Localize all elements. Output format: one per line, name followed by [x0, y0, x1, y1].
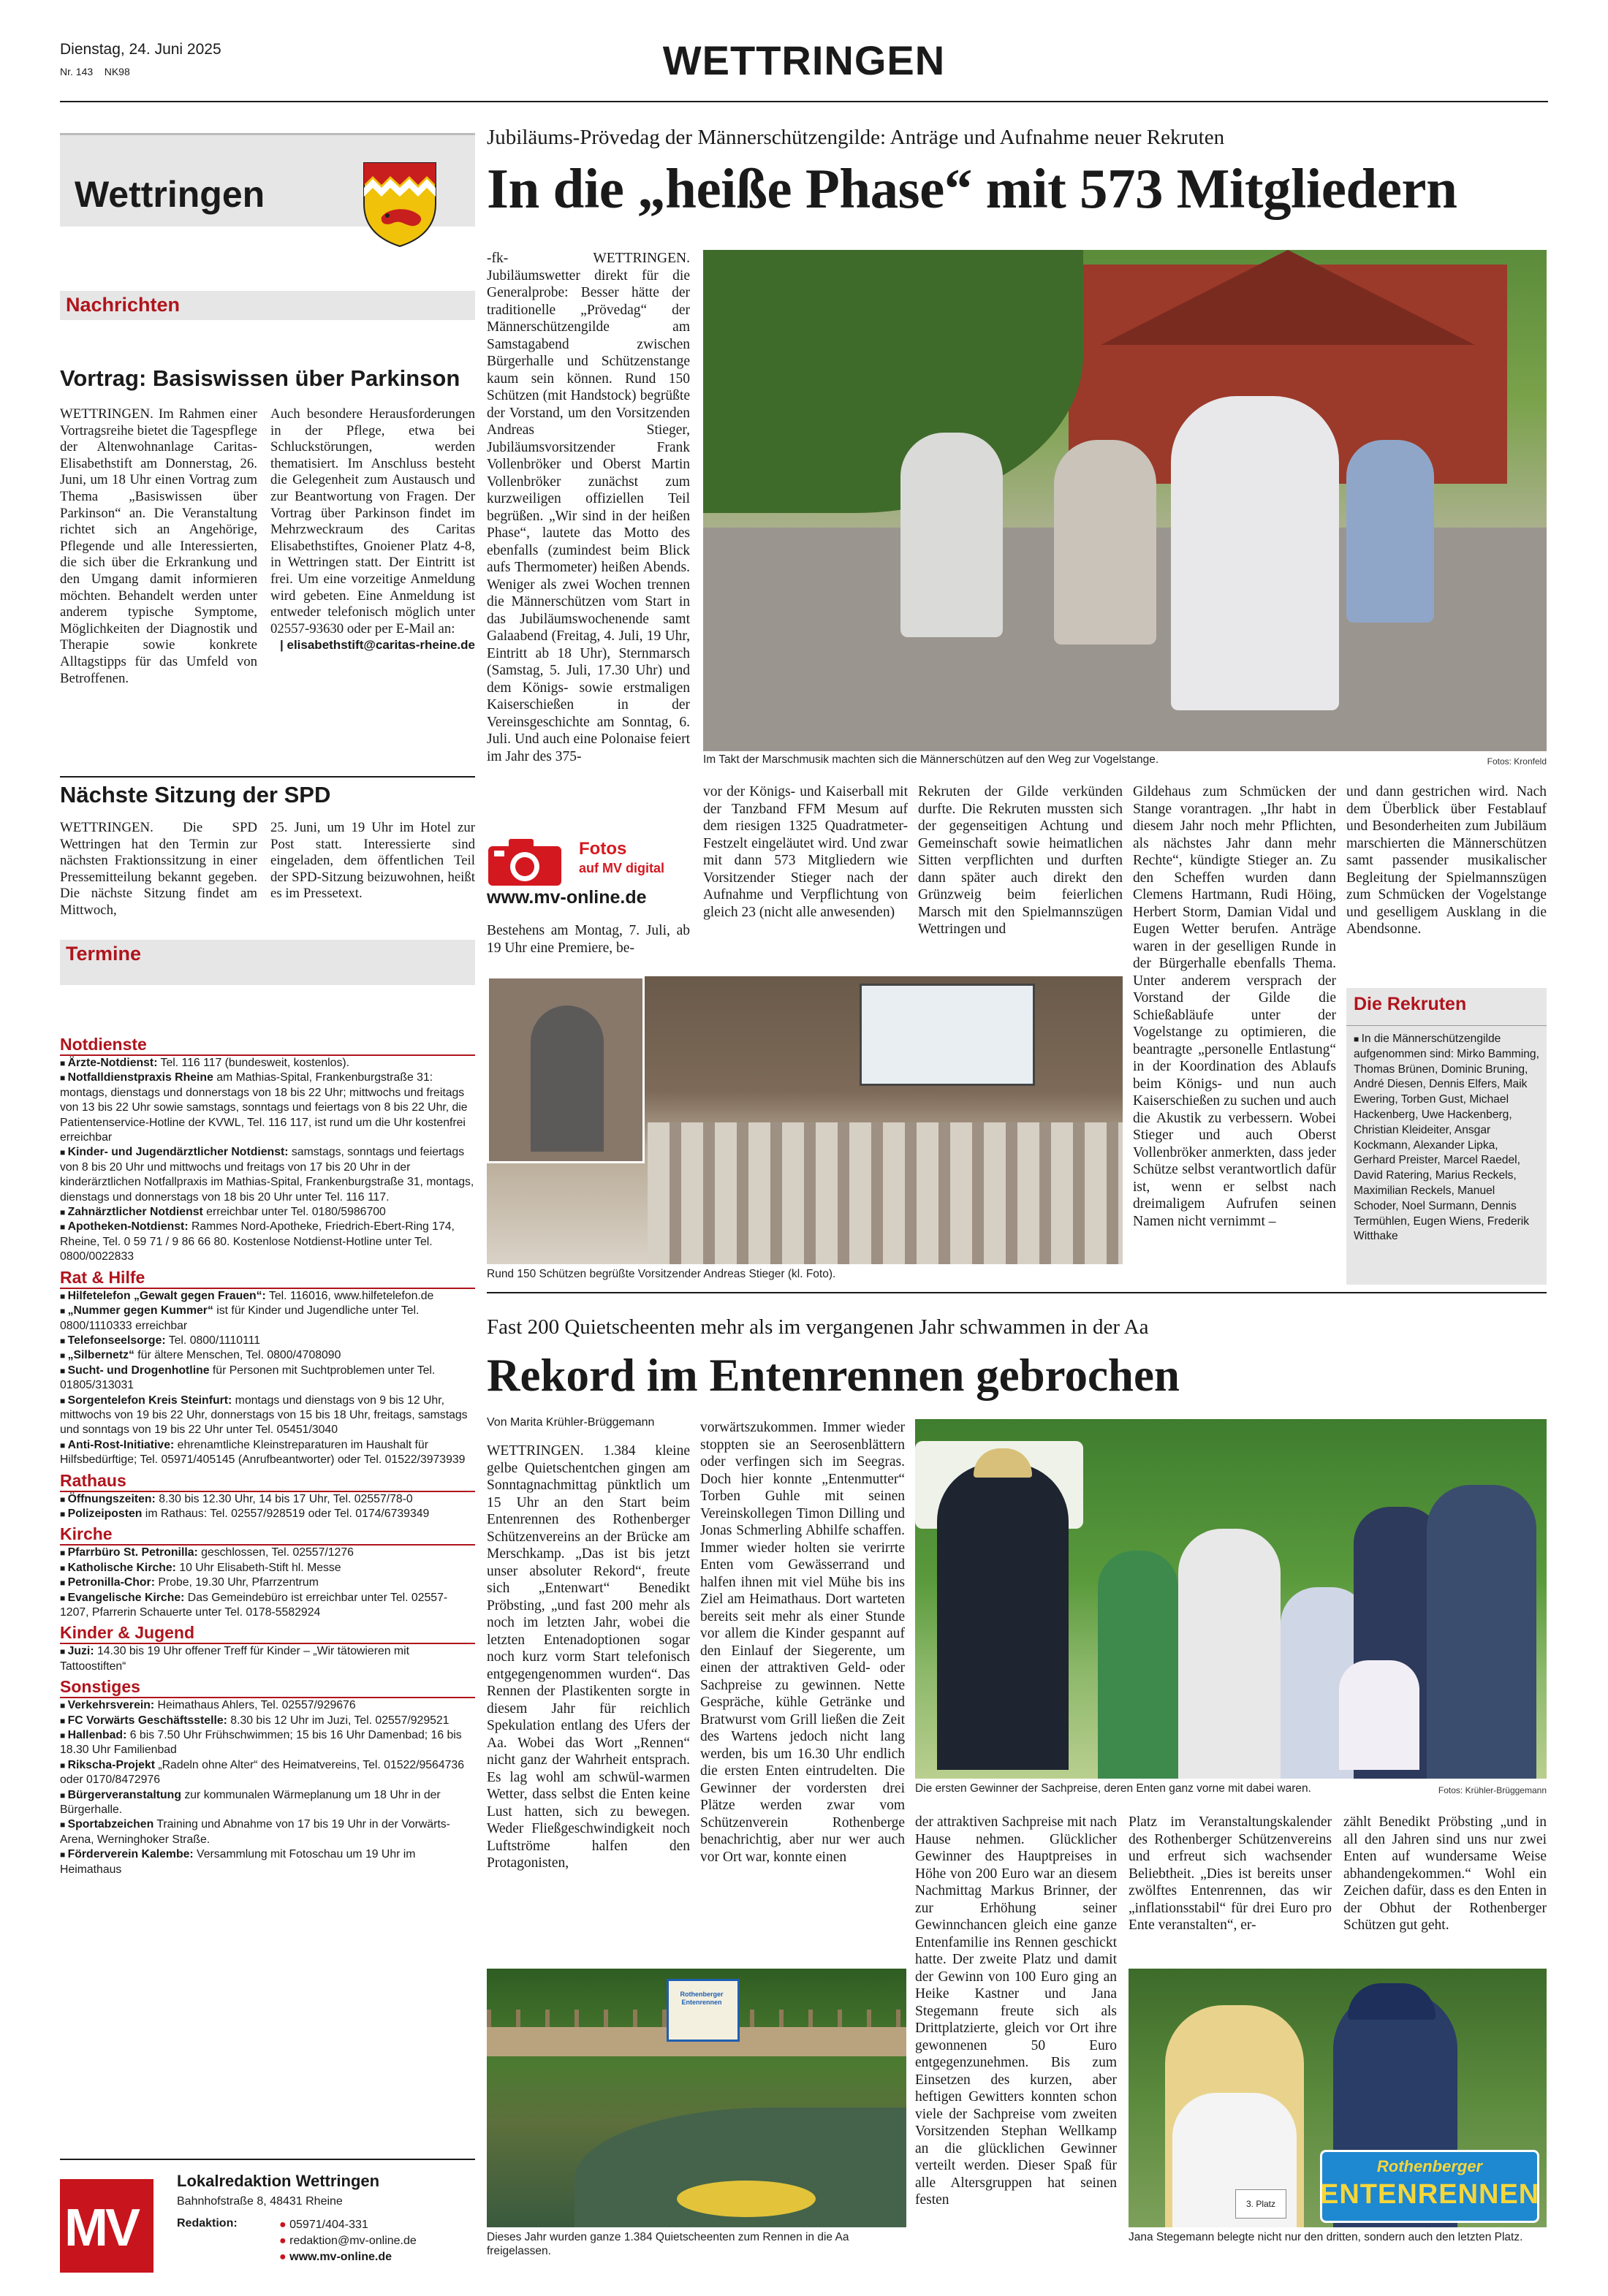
- article2-col2: vorwärtszukommen. Immer wieder stoppten sie an Seerosenblättern oder verfingen sich im Seegras. Doch hier konnte „Entenmutter“ Torben Guhle mit seinen Vereinskollegen Timon Dilling und Jonas Schmerling Abhilfe schaffen. Immer wieder holten sie verirrte Enten vom Gewässerrand und halfen ihnen mit viel Mühe bis ins Ziel am Heimathaus. Dort warteten bereits seit mehr als einer Stunde vor allem die Kinder gespannt auf den Einlauf der Siegerente, um einen der attraktiven Geld- oder Sachpreise zu gewinnen. Nette Gespräche, kühle Getränke und Bratwurst vom Grill ließen die Zeit des Wartens jedoch nicht lang werden, bis um 16.30 Uhr endlich die ersten Enten eintrudelten. Die Gewinner der vordersten drei Plätze werden zwar vom Schützenverein Rothenberge benachrichtig, aber nur wer auch vor Ort war, konnte einen: [700, 1420, 905, 1865]
- article2-col1: WETTRINGEN. 1.384 kleine gelbe Quietschentchen gingen am Sonntagnachmittag pünktlich um 15 Uhr an den Start beim Entenrennen des Rothenberger Schützenvereins an der Brücke am Merschkamp. „Das ist bis jetzt unser absoluter Rekord“, freute sich „Entenwart“ Benedikt Pröbsting, „und fast 200 mehr als noch im letzten Jahr, wobei die letzten Entenadoptionen sogar noch kurz vorm Start telefonisch entgegengenommen wurden“. Das Rennen der Plastikenten sorgte in diesem Jahr für reichlich Spekulation entlang des Ufers der Aa. Wobei das Wort „Rennen“ nicht ganz der Wahrheit entsprach. Es lag wohl am schwül-warmen Wetter, dass selbst die Enten keine Lust hatten, sich zu bewegen. Weder Fließgeschwindigkeit noch Luftströme halfen den Protagonisten,: [487, 1443, 690, 1871]
- termine-section: [60, 940, 475, 985]
- footer-email[interactable]: ● redaktion@mv-online.de: [279, 2235, 417, 2247]
- article2-byline: Von Marita Krühler-Brüggemann: [487, 1416, 655, 1429]
- service-heading: Sonstiges: [60, 1677, 475, 1698]
- service-heading: Notdienste: [60, 1035, 475, 1056]
- service-item: [60, 1056, 475, 1071]
- news1-title: Vortrag: Basiswissen über Parkinson: [60, 365, 460, 391]
- article2-photo1-caption: Die ersten Gewinner der Sachpreise, deren Enten ganz vorne mit dabei waren.: [915, 1782, 1311, 1795]
- mv-logo: [60, 2179, 153, 2273]
- service-item: [60, 1788, 475, 1818]
- footer-rule: [60, 2159, 475, 2160]
- service-item-label: Öffnungszeiten:: [67, 1492, 156, 1505]
- service-item-label: Juzi:: [67, 1645, 94, 1658]
- service-item: [60, 1304, 475, 1334]
- rekruten-box: [1346, 988, 1547, 1285]
- news-section: [60, 291, 475, 320]
- town-header: [60, 133, 475, 227]
- news1-email: | elisabethstift@caritas-rheine.de: [280, 638, 475, 653]
- service-item-label: Sorgentelefon Kreis Steinfurt:: [67, 1394, 232, 1407]
- service-item: [60, 1145, 475, 1205]
- service-item: [60, 1507, 475, 1521]
- article2-photo-winners-caption: [915, 1782, 1547, 1795]
- footer-address: Bahnhofstraße 8, 48431 Rheine: [177, 2195, 343, 2208]
- service-item: [60, 1071, 475, 1145]
- river-banner-text: Rothenberger Entenrennen: [680, 1991, 724, 2006]
- service-item-label: Petronilla-Chor:: [67, 1576, 155, 1589]
- service-item-label: Pfarrbüro St. Petronilla:: [67, 1546, 198, 1559]
- edition-code: NK98: [104, 66, 130, 77]
- service-item: [60, 1561, 475, 1575]
- promo-title: Fotos: [579, 839, 627, 859]
- service-item-text: Tel. 116016, www.hilfetelefon.de: [265, 1289, 434, 1302]
- article1-col4: Gildehaus zum Schmücken der Stange vorantragen. „Ihr habt in diesem Jahr noch mehr Pflichten, als nächstes Jahr dann mehr Rechte“, kündigte Stieger an. Zu den Scheffen wurden dann Clemens Hartmann, Rudi Höing, Herbert Storm, Damian Vidal und Eugen Wetter berufen. Anträge waren in der geselligen Runde in der Bürgerhalle ebenfalls Thema. Unter anderem versprach der Vorstand der Gilde die Schießabläufe unter der Vogelstange zu optimieren, die beantragte „personelle Entlastung“ in der Koordination des Ablaufs beim Königs- und nun auch Kaiserschießen zu suchen und auch die Akustik zu verbessern. Wobei Stieger und auch Oberst Vollenbröker anmerkten, dass jeder Schütze selbst verantwortlich dafür ist, wenn er selbst nach dreimaligem Aufrufen seinen Namen nicht vernimmt –: [1133, 784, 1336, 1229]
- article2-kicker: Fast 200 Quietscheenten mehr als im vergangenen Jahr schwammen in der Aa: [487, 1315, 1149, 1339]
- service-item-text: im Rathaus: Tel. 02557/928519 oder Tel. 0174/6739349: [142, 1507, 430, 1520]
- service-item: [60, 1698, 475, 1713]
- service-heading: Kinder & Jugend: [60, 1623, 475, 1644]
- service-item-text: Das Gemeindebüro ist erreichbar unter Tel. 02557-1207, Pfarrerin Schauerte unter Tel. 0178-5582924: [60, 1591, 448, 1619]
- section-title: WETTRINGEN: [662, 37, 946, 83]
- footer-email-text[interactable]: redaktion@mv-online.de: [289, 2235, 417, 2247]
- sidebar: [60, 133, 475, 2274]
- service-item-text: Probe, 19.30 Uhr, Pfarrzentrum: [154, 1576, 319, 1589]
- article1-photo-hall: [487, 976, 1123, 1264]
- service-item: [60, 1492, 475, 1507]
- service-item: [60, 1546, 475, 1560]
- rekruten-title: Die Rekruten: [1354, 994, 1467, 1014]
- service-item-text: ist für Kinder und Jugendliche unter Tel. 0800/1110333 erreichbar: [60, 1304, 420, 1332]
- service-item-label: Sportabzeichen: [67, 1818, 154, 1831]
- duck-race-sign: [1320, 2150, 1539, 2223]
- town-name: Wettringen: [75, 174, 265, 215]
- news1-col2-text: Auch besondere Herausforderungen in der Pflege, etwa bei Schluckstörungen, werden thematisiert. Im Anschluss besteht die Gelegenheit zum Austausch und zur Beantwortung von Fragen. Der Vortrag über Parkinson findet im Mehrzweckraum des Caritas Elisabethstiftes, Gnoiener Platz 4-8, in Wettringen statt. Der Eintritt ist frei. Um eine vorzeitige Anmeldung wird gebeten. Eine Anmeldung ist entweder telefonisch möglich unter 02557-93630 oder per E-Mail an:: [270, 406, 475, 636]
- service-item-text: Training und Abnahme von 17 bis 19 Uhr in der Vorwärts-Arena, Werninghoker Straße.: [60, 1818, 450, 1846]
- service-item: [60, 1644, 475, 1674]
- service-item: [60, 1289, 475, 1304]
- mv-digital-promo[interactable]: [487, 833, 690, 909]
- service-item-text: 6 bis 7.50 Uhr Frühschwimmen; 15 bis 16 Uhr Damenbad; 16 bis 18.30 Uhr Familienbad: [60, 1729, 462, 1757]
- service-item-label: Evangelische Kirche:: [67, 1591, 185, 1604]
- service-item-text: Rammes Nord-Apotheke, Friedrich-Ebert-Ring 174, Rheine, Tel. 0 59 71 / 9 86 66 80. Kostenlose Notdienst-Hotline unter Tel. 0800/0022833: [60, 1220, 455, 1263]
- service-heading: Kirche: [60, 1524, 475, 1546]
- service-heading: Rat & Hilfe: [60, 1268, 475, 1289]
- service-item-label: Kinder- und Jugendärztlicher Notdienst:: [67, 1146, 289, 1159]
- service-item: [60, 1817, 475, 1847]
- news1-col1: WETTRINGEN. Im Rahmen einer Vortragsreihe bietet die Tagespflege der Altenwohnanlage Caritas-Elisabethstift am Donnerstag, 26. Juni, um 18 Uhr einen Vortrag zum Thema „Basiswissen über Parkinson“ an. Die Veranstaltung richtet sich an Angehörige, Pflegende und alle Interessierten, die sich über die Erkrankung und den Umgang damit informieren möchten. Behandelt werden unter anderem typische Symptome, Möglichkeiten der Diagnostik und Therapie sowie konkrete Alltagstipps für das Umfeld von Betroffenen.: [60, 406, 257, 686]
- sign-line1: Rothenberger: [1376, 2157, 1483, 2175]
- service-item-label: Hilfetelefon „Gewalt gegen Frauen“:: [67, 1289, 266, 1302]
- news-header: Nachrichten: [66, 294, 181, 316]
- service-item-text: am Mathias-Spital, Frankenburgstraße 31: montags, dienstags und donnerstags von 18 bis 22 Uhr; mittwochs und freitags von 13 bis 22 Uhr sowie samstags, sonntags und feiertags von 8 bis 22 Uhr, die Patientenservice-Hotline der KVWL, Tel. 116 117, ist rund um die Uhr kostenfrei erreichbar: [60, 1071, 468, 1144]
- service-item: [60, 1334, 475, 1348]
- article1-col1-after: Bestehens am Montag, 7. Juli, ab 19 Uhr eine Premiere, be-: [487, 923, 690, 956]
- service-item-text: 8.30 bis 12 Uhr im Juzi, Tel. 02557/929521: [227, 1714, 450, 1727]
- service-item-label: Bürgerveranstaltung: [67, 1788, 181, 1801]
- article1-kicker: Jubiläums-Prövedag der Männerschützengilde: Anträge und Aufnahme neuer Rekruten: [487, 126, 1225, 149]
- article2-photo-portrait-caption: Jana Stegemann belegte nicht nur den dritten, sondern auch den letzten Platz.: [1129, 2231, 1523, 2243]
- river-banner: [667, 1985, 737, 2026]
- article1-col5: und dann gestrichen wird. Nach dem Überblick über Festablauf und Besonderheiten zum Jubiläum marschierten die Männerschützen samt passender musikalischer Begleitung der Spielmannszügen zum Schmücken der Vogelstange und geselligem Ausklang in die Abendsonne.: [1346, 784, 1547, 937]
- service-item-text: Tel. 0800/1110111: [165, 1334, 261, 1347]
- masthead-date: Dienstag, 24. Juni 2025: [60, 41, 221, 58]
- winner-card: [1235, 2189, 1286, 2219]
- sign-line2: ENTENRENNEN: [1320, 2179, 1540, 2210]
- winner-card-text: 3. Platz: [1245, 2199, 1276, 2209]
- masthead-rule: [60, 101, 1548, 102]
- service-item-label: Katholische Kirche:: [67, 1561, 176, 1574]
- service-item-label: Notfalldienstpraxis Rheine: [67, 1071, 213, 1084]
- service-item: [60, 1205, 475, 1220]
- service-item-text: Versammlung mit Fotoschau um 19 Uhr im Heimathaus: [60, 1848, 416, 1876]
- service-item-label: Sucht- und Drogenhotline: [67, 1364, 210, 1377]
- termine-header: Termine: [66, 943, 142, 965]
- service-item-text: „Radeln ohne Alter“ des Heimatvereins, Tel. 01522/9564736 oder 0170/8472976: [60, 1758, 464, 1787]
- service-item: [60, 1348, 475, 1363]
- service-item-label: „Nummer gegen Kummer“: [67, 1304, 213, 1318]
- service-item-text: für Personen mit Suchtproblemen unter Tel. 01805/313031: [60, 1364, 436, 1392]
- service-item: [60, 1758, 475, 1788]
- promo-sub: auf MV digital: [579, 861, 664, 875]
- article2-col3: der attraktiven Sachpreise mit nach Hause nehmen. Glücklicher Gewinner des Hauptpreises in Höhe von 200 Euro war an diesem Nachmittag Markus Brinner, der zur Erhöhung seiner Gewinnchancen gleich eine ganze Entenfamilie ins Rennen geschickt hatte. Der zweite Platz und damit der Gewinn von 100 Euro ging an Heike Kastner und Jana Stegemann freute sich als Drittplatzierte, gleich vor Ort ihre gewonnenen 50 Euro entgegenzunehmen. Bis zum Einsetzen des kurzen, aber heftigen Gewitters konnten schon viele der Sachpreise vom zweiten Vorsitzenden Stephan Wellkamp an die glücklichen Gewinner verteilt werden. Dieser Spaß für alle Altersgruppen hat seinen festen: [915, 1814, 1117, 2208]
- service-item-text: geschlossen, Tel. 02557/1276: [197, 1546, 354, 1559]
- service-item-label: Zahnärztlicher Notdienst: [67, 1206, 203, 1219]
- service-item-label: Hallenbad:: [67, 1729, 127, 1742]
- service-item-text: erreichbar unter Tel. 0180/5986700: [202, 1206, 386, 1219]
- service-item-label: Ärzte-Notdienst:: [67, 1057, 158, 1069]
- service-item-text: 8.30 bis 12.30 Uhr, 14 bis 17 Uhr, Tel. 02557/78-0: [155, 1492, 413, 1505]
- service-item-text: für ältere Menschen, Tel. 0800/4708090: [134, 1349, 341, 1362]
- service-item: [60, 1714, 475, 1728]
- article2-col5: zählt Benedikt Pröbsting „und in all den Jahren sind uns nur zwei Enten auf wundersame Weise abhandengekommen.“ Wohl ein Zeichen dafür, dass es den Enten in der Obhut der Rothenberger Schützen gut geht.: [1343, 1814, 1547, 1933]
- article2-headline: Rekord im Entenrennen gebrochen: [487, 1350, 1180, 1401]
- service-item-text: Tel. 116 117 (bundesweit, kostenlos).: [157, 1057, 350, 1069]
- camera-icon: [487, 836, 563, 887]
- service-item: [60, 1438, 475, 1468]
- issue-number: Nr. 143: [60, 66, 94, 77]
- service-item: [60, 1591, 475, 1621]
- footer-contacts: [279, 2217, 417, 2265]
- mv-logo-text: MV: [64, 2199, 137, 2257]
- article-divider: [487, 1292, 1547, 1293]
- article1-photo-march-caption: [703, 753, 1547, 767]
- service-item-label: Apotheken-Notdienst:: [67, 1220, 189, 1233]
- service-item-text: zur kommunalen Wärmeplanung um 18 Uhr in der Bürgerhalle.: [60, 1788, 441, 1817]
- article1-col2: vor der Königs- und Kaiserball mit der Tanzband FFM Mesum auf dem riesigen 1325 Quadratmeter-Festzelt eingeläutet wird. Und zwar mit dann 573 Mitgliedern wie Vorsitzender Stieger nach der Aufnahme und Verpflichtung von gleich 23 (nicht alle anwesenden): [703, 784, 908, 920]
- news2-col2: 25. Juni, um 19 Uhr im Hotel zur Post statt. Interessierte sind eingeladen, dem öffentlichen Teil der SPD-Sitzung beizuwohnen, heißt es im Pressetext.: [270, 820, 475, 902]
- service-heading: Rathaus: [60, 1471, 475, 1492]
- article2-photo1-credit: Fotos: Krühler-Brüggemann: [1438, 1785, 1547, 1795]
- article1-photo-hall-caption: Rund 150 Schützen begrüßte Vorsitzender Andreas Stieger (kl. Foto).: [487, 1268, 836, 1280]
- service-item-label: Verkehrsverein:: [67, 1699, 155, 1712]
- article2-col4: Platz im Veranstaltungskalender des Rothenberger Schützenvereins und erfreut sich wachsender Beliebtheit. „Dies ist bereits unser zwölftes Entenrennen, das wir „inflationsstabil“ für drei Euro pro Ente veranstalten“, er-: [1129, 1814, 1332, 1933]
- service-item-text: montags und dienstags von 9 bis 12 Uhr, mittwochs von 19 bis 22 Uhr, donnerstags von 15 bis 18 Uhr, freitags, samstags und sonntags von 19 bis 22 Uhr unter Tel. 05451/3040: [60, 1394, 468, 1437]
- footer-label: Redaktion:: [177, 2217, 238, 2230]
- article1-photo1-caption: Im Takt der Marschmusik machten sich die Männerschützen auf den Weg zur Vogelstange.: [703, 753, 1159, 766]
- service-item-label: Telefonseelsorge:: [67, 1334, 166, 1347]
- service-item: [60, 1728, 475, 1758]
- promo-url[interactable]: www.mv-online.de: [487, 887, 647, 908]
- service-item-label: Polizeiposten: [67, 1507, 143, 1520]
- article1-photo1-credit: Fotos: Kronfeld: [1487, 756, 1547, 767]
- service-item-label: Rikscha-Projekt: [67, 1758, 155, 1771]
- news2-col1: WETTRINGEN. Die SPD Wettringen hat den Termin zur nächsten Fraktionssitzung in einer Pressemitteilung bekannt gegeben. Die nächste Sitzung findet am Mittwoch,: [60, 820, 257, 918]
- service-item-label: „Silbernetz“: [67, 1349, 134, 1362]
- service-item: [60, 1847, 475, 1877]
- service-item: [60, 1220, 475, 1264]
- news2-title: Nächste Sitzung der SPD: [60, 782, 331, 807]
- service-item: [60, 1394, 475, 1438]
- footer-web-text[interactable]: www.mv-online.de: [289, 2251, 392, 2263]
- rekruten-list: ■ In die Männerschützengilde aufgenommen sind: Mirko Bamming, Thomas Brünen, Dominic Bruning, André Diesen, Dennis Elfers, Maik Ewering, Torben Gust, Michael Hackenberg, Uwe Hackenberg, Christian Kleideiter, Ansgar Kockmann, Alexander Lipka, Gerhard Preister, Marcel Raedel, David Ratering, Marius Reckels, Maximilian Reckels, Manuel Schoder, Noel Surmann, Dennis Termühlen, Eugen Wiens, Frederik Witthake: [1354, 1032, 1539, 1244]
- article1-col1: -fk- WETTRINGEN. Jubiläumswetter direkt für die Generalprobe: Besser hätte der traditionelle „Prövedag“ der Männerschützengilde am Samstagabend zwischen Bürgerhalle und Schützenstange kaum sein können. Rund 150 Schützen (mit Handstock) begrüßte der Vorstand, um den Vorsitzenden Andreas Stieger, Jubiläumsvorsitzender Frank Vollenbröker und Oberst Martin Vollenbröker zunächst zum kurzweiligen offiziellen Teil begrüßen. „Wir sind in der heißen Phase“, lautete das Motto des ebenfalls (zumindest beim Blick aufs Thermometer) heißen Abends. Weniger als zwei Wochen trennen die Männerschützen vom Start in das Jubiläumswochenende samt Galaabend (Freitag, 4. Juli, 19 Uhr, Eintritt ab 18 Uhr), Sternmarsch (Samstag, 5. Juli, 17.30 Uhr) und dem Königs- sowie erstmaligen Kaiserschießen in der Vereinsgeschichte am Sonntag, 6. Juli. Und auch eine Polonaise feiert im Jahr des 375-: [487, 251, 690, 764]
- service-item-text: Heimathaus Ahlers, Tel. 02557/929676: [154, 1699, 356, 1712]
- article1-headline: In die „heiße Phase“ mit 573 Mitgliedern: [487, 157, 1457, 220]
- service-item-label: FC Vorwärts Geschäftsstelle:: [67, 1714, 227, 1727]
- service-item: [60, 1575, 475, 1590]
- service-item-label: Anti-Rost-Initiative:: [67, 1438, 175, 1451]
- footer-phone-text: 05971/404-331: [289, 2219, 368, 2231]
- service-item-text: 10 Uhr Elisabeth-Stift hl. Messe: [175, 1561, 341, 1574]
- sidebar-rule: [60, 776, 475, 778]
- service-item-label: Förderverein Kalembe:: [67, 1848, 194, 1861]
- service-item-text: samstags, sonntags und feiertags von 8 bis 20 Uhr und mittwochs und freitags von 17 bis 20 Uhr in der kinderärztlichen Notfallpraxis im Mathias-Spital, Frankenburgstraße 31, montags, dienstags und donnerstags von 18 bis 20 Uhr unter Tel. 116 117.: [60, 1146, 474, 1204]
- article2-photo-river-caption: Dieses Jahr wurden ganze 1.384 Quietscheenten zum Rennen in die Aa freigelassen.: [487, 2231, 849, 2257]
- service-item: [60, 1364, 475, 1394]
- article1-col3: Rekruten der Gilde verkünden durfte. Die Rekruten mussten sich der gegenseitigen Achtung und Gemeinschaft sowie heimatlichen Sitten verpflichten und durften dann später auch direkt den Grünzweig beim feierlichen Marsch mit den Spielmannszügen Wettringen und: [918, 784, 1123, 937]
- service-listing: [60, 1032, 475, 1877]
- footer-web[interactable]: ● www.mv-online.de: [279, 2251, 392, 2263]
- news1-col2: [270, 406, 475, 653]
- article1-photo-march: [703, 250, 1547, 751]
- service-item-text: ehrenamtliche Kleinstreparaturen im Haushalt für Hilfsbedürftige; Tel. 05971/405145 (Anrufbeantworter) oder Tel. 01522/3973939: [60, 1438, 466, 1467]
- article2-photo-winners: [915, 1419, 1547, 1779]
- coat-of-arms-icon: [360, 159, 440, 248]
- footer-phone: ● 05971/404-331: [279, 2219, 368, 2231]
- service-item-text: 14.30 bis 19 Uhr offener Treff für Kinder – „Wir tätowieren mit Tattoostiften“: [60, 1645, 409, 1673]
- footer-title: Lokalredaktion Wettringen: [177, 2172, 380, 2190]
